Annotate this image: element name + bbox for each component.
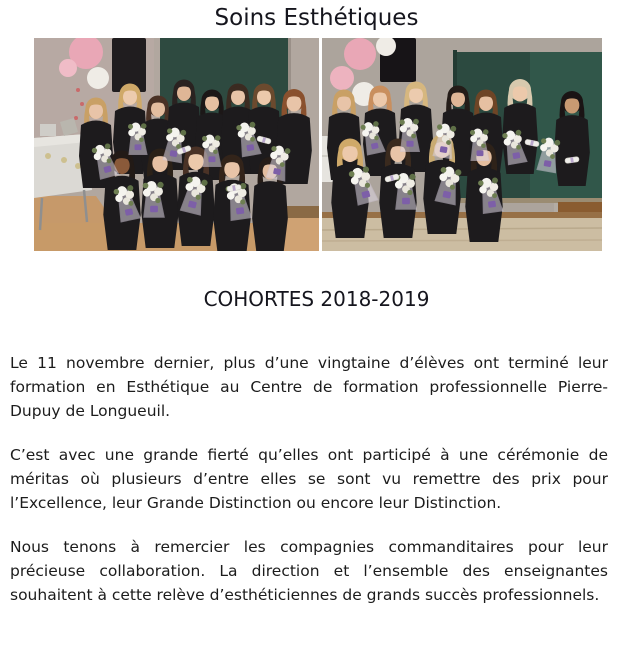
left-photo-illustration xyxy=(34,38,319,251)
right-group-photo xyxy=(322,38,602,251)
paragraph-thanks: Nous tenons à remercier les compagnies commanditaires pour leur précieuse collaboration. La direction et l’ensemble des enseignantes souhaitent à cette relève d’esthéticiennes de grands succès professionnels. xyxy=(10,538,608,604)
right-photo-illustration xyxy=(322,38,602,251)
left-group-photo xyxy=(34,38,319,251)
newsletter-page xyxy=(0,3,633,645)
cohort-heading: COHORTES 2018-2019 xyxy=(203,287,430,311)
paragraph-intro: Le 11 novembre dernier, plus d’une vingtaine d’élèves ont terminé leur formation en Esthétique au Centre de formation professionnelle Pierre-Dupuy de Longueuil. xyxy=(10,354,608,420)
photo-row xyxy=(0,38,633,251)
paragraph-ceremony: C’est avec une grande fierté qu’elles ont participé à une cérémonie de méritas où plusieurs d’entre elles se sont vu remettre des prix pour l’Excellence, leur Grande Distinction ou encore leur Distinction. xyxy=(10,446,608,512)
page-title: Soins Esthétiques xyxy=(214,5,419,31)
